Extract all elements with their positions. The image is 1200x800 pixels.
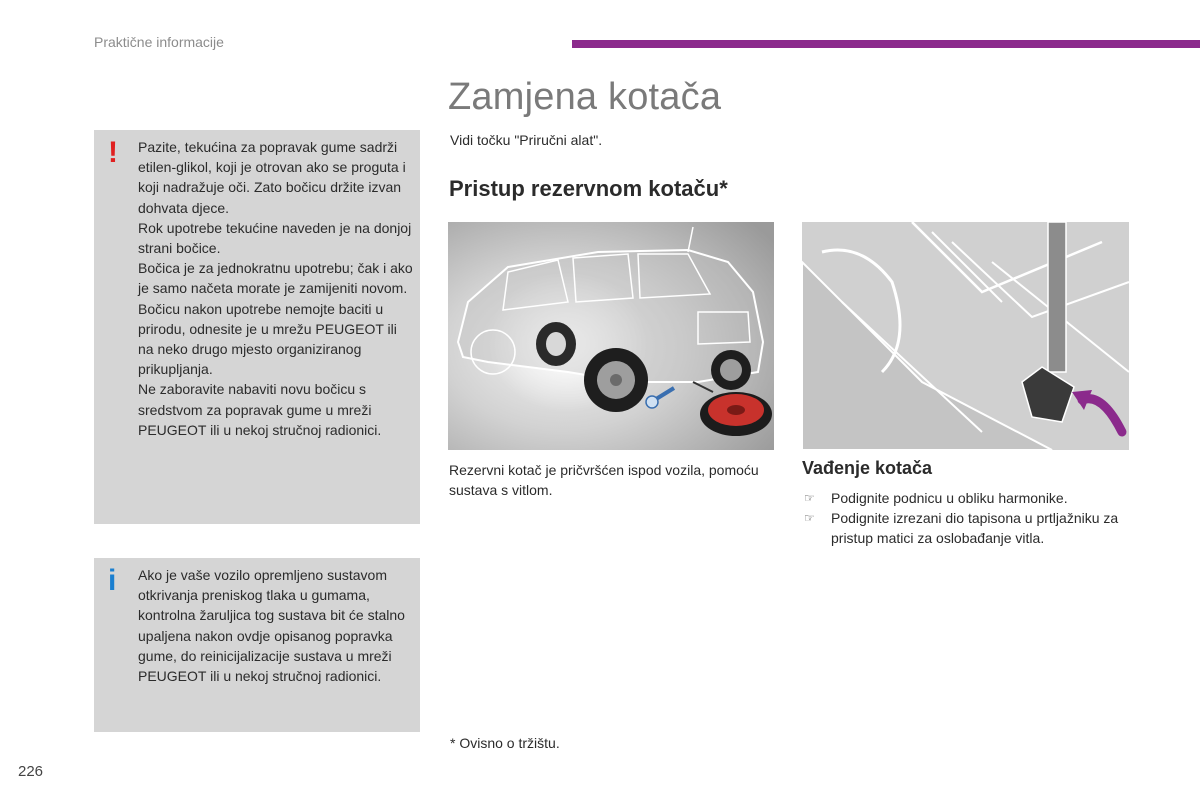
step-text: Podignite podnicu u obliku harmonike. [831, 490, 1068, 506]
warning-paragraph: Bočica je za jednokratnu upotrebu; čak i ako je samo načeta morate je zamijeniti novom. [138, 260, 413, 297]
removal-heading: Vađenje kotača [802, 458, 933, 478]
winch-access-illustration [802, 222, 1129, 450]
page-title: Zamjena kotača [448, 76, 722, 118]
warning-exclamation-icon: ! [108, 136, 118, 169]
info-text: Ako je vaše vozilo opremljeno sustavom otkrivanja preniskog tlaka u gumama, kontrolna žaruljica tog sustava bit će stalno upaljena nakon ovdje opisanog popravka gume, do reinicijalizacije sustava u mreži PEUGEOT ili u nekoj stručnoj radionici. [138, 567, 405, 685]
footnote: * Ovisno o tržištu. [450, 735, 560, 751]
section-heading: Pristup rezervnom kotaču* [449, 176, 728, 201]
warning-paragraph: Bočicu nakon upotrebe nemojte baciti u prirodu, odnesite je u mrežu PEUGEOT ili na neko drugo mjesto organiziranog prikupljanja. [138, 300, 397, 378]
warning-paragraph: Rok upotrebe tekućine naveden je na donjoj strani bočice. [138, 219, 412, 257]
removal-steps-list [802, 488, 1142, 548]
intro-text: Vidi točku "Priručni alat". [450, 132, 603, 148]
page-number: 226 [18, 763, 44, 780]
header-accent-bar [572, 40, 1200, 48]
list-item [802, 508, 1142, 548]
warning-paragraph: Ne zaboravite nabaviti novu bočicu s sredstvom za popravak gume u mreži PEUGEOT ili u nekoj stručnoj radionici. [138, 381, 382, 438]
step-text: Podignite izrezani dio tapisona u prtljažniku za pristup matici za oslobađanje vitla. [831, 510, 1119, 546]
car-image-caption: Rezervni kotač je pričvršćen ispod vozila, pomoću sustava s vitlom. [449, 462, 759, 498]
car-spare-wheel-illustration [448, 222, 774, 450]
warning-paragraph: Pazite, tekućina za popravak gume sadrži etilen-glikol, koji je otrovan ako se proguta i koji nadražuje oči. Zato bočicu držite izvan dohvata djece. [138, 139, 406, 216]
pointing-hand-bullet-icon: ☞ [804, 491, 815, 505]
page-header-section-title: Praktične informacije [94, 34, 224, 50]
car-illustration-svg [448, 222, 774, 450]
list-item [802, 488, 1142, 508]
warning-box [94, 130, 420, 524]
winch-illustration-svg [802, 222, 1129, 450]
info-icon: i [108, 564, 117, 597]
pointing-hand-bullet-icon: ☞ [804, 511, 815, 525]
info-box [94, 558, 420, 732]
warning-text [138, 137, 416, 440]
